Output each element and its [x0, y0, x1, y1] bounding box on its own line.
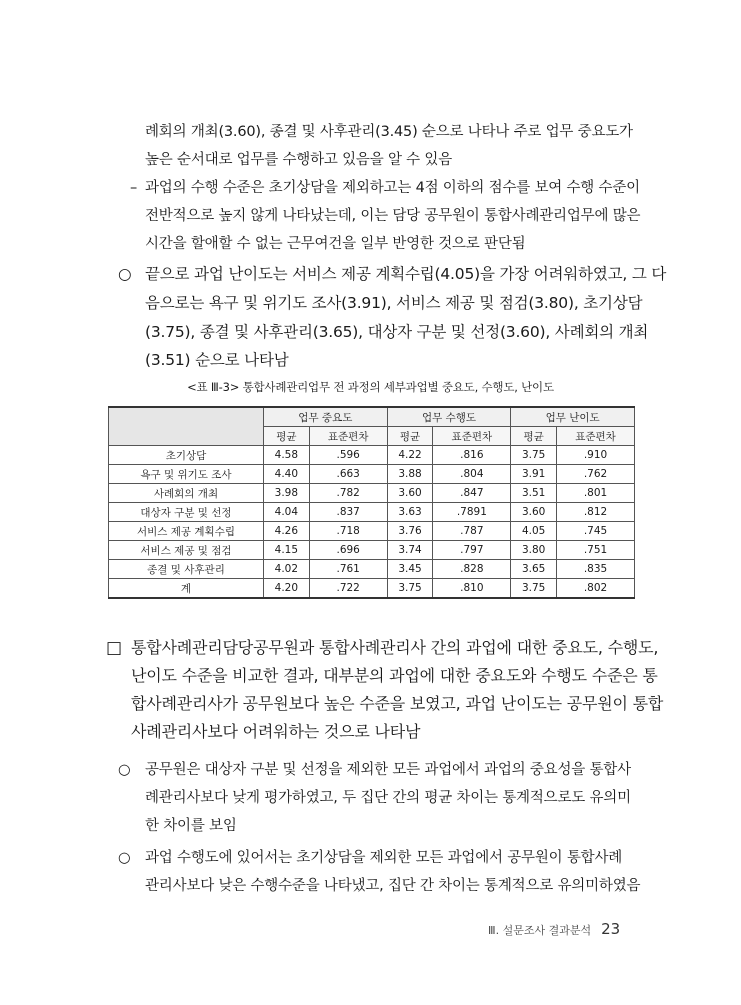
paragraph-line: 공무원은 대상자 구분 및 선정을 제외한 모든 과업에서 과업의 중요성을 통합사 — [145, 762, 631, 778]
table-cell: 3.76 — [387, 522, 433, 541]
table-row — [109, 560, 635, 579]
table-cell: 3.45 — [387, 560, 433, 579]
table-cell: .663 — [309, 465, 387, 484]
sub-header: 평균 — [511, 427, 557, 446]
table-cell: .835 — [557, 560, 635, 579]
paragraph-line: 전반적으로 높지 않게 나타났는데, 이는 담당 공무원이 통합사례관리업무에 많은 — [145, 208, 641, 224]
paragraph-line: 시간을 할애할 수 없는 근무여건을 일부 반영한 것으로 판단됨 — [145, 236, 526, 252]
table-cell: 3.65 — [511, 560, 557, 579]
table-cell: 3.80 — [511, 541, 557, 560]
footer-section: Ⅲ. 설문조사 결과분석 — [488, 924, 592, 937]
table-cell: .787 — [433, 522, 511, 541]
paragraph-line: (3.75), 종결 및 사후관리(3.65), 대상자 구분 및 선정(3.60), 사례회의 개최 — [145, 323, 649, 341]
table-caption: <표 Ⅲ-3> 통합사례관리업무 전 과정의 세부과업별 중요도, 수행도, 난이도 — [187, 380, 554, 394]
table-cell: .596 — [309, 446, 387, 465]
paragraph-line: 한 차이를 보임 — [145, 818, 237, 834]
table-cell: .810 — [433, 579, 511, 599]
table-cell: 4.26 — [264, 522, 310, 541]
row-label: 서비스 제공 계획수립 — [109, 522, 264, 541]
row-label: 계 — [109, 579, 264, 599]
paragraph-line: 과업 수행도에 있어서는 초기상담을 제외한 모든 과업에서 공무원이 통합사례 — [145, 850, 623, 866]
paragraph-line: 례관리사보다 낮게 평가하였고, 두 집단 간의 평균 차이는 통계적으로도 유의미 — [145, 790, 631, 806]
table-cell: 4.22 — [387, 446, 433, 465]
table-cell: .722 — [309, 579, 387, 599]
sub-header: 평균 — [387, 427, 433, 446]
table-row — [109, 522, 635, 541]
paragraph-line: 합사례관리사가 공무원보다 높은 수준을 보였고, 과업 난이도는 공무원이 통합 — [131, 694, 664, 713]
paragraph-line: 사례관리사보다 어려워하는 것으로 나타남 — [131, 722, 421, 741]
table-cell: .910 — [557, 446, 635, 465]
table-cell: 3.75 — [511, 579, 557, 599]
page-number: 23 — [601, 920, 621, 938]
paragraph-line: 관리사보다 낮은 수행수준을 나타냈고, 집단 간 차이는 통계적으로 유의미하였음 — [145, 878, 641, 894]
table-cell: .782 — [309, 484, 387, 503]
table-row — [109, 446, 635, 465]
table-cell: 3.98 — [264, 484, 310, 503]
table-cell: .761 — [309, 560, 387, 579]
group-header: 업무 중요도 — [264, 407, 388, 427]
table-cell: 3.51 — [511, 484, 557, 503]
paragraph-line: 끝으로 과업 난이도는 서비스 제공 계획수립(4.05)을 가장 어려워하였고, 그 다 — [145, 265, 667, 283]
dash-bullet: – — [130, 180, 138, 196]
table-cell: .745 — [557, 522, 635, 541]
table-row — [109, 503, 635, 522]
paragraph-line: 과업의 수행 수준은 초기상담을 제외하고는 4점 이하의 점수를 보여 수행 수준이 — [145, 180, 640, 196]
table-cell: .816 — [433, 446, 511, 465]
table-cell: .812 — [557, 503, 635, 522]
table-cell: 4.04 — [264, 503, 310, 522]
table-cell: .828 — [433, 560, 511, 579]
group-header: 업무 수행도 — [387, 407, 511, 427]
paragraph-line: (3.51) 순으로 나타남 — [145, 351, 289, 369]
table-cell: 3.60 — [387, 484, 433, 503]
sub-header: 표준편차 — [557, 427, 635, 446]
table-cell: .802 — [557, 579, 635, 599]
table-cell: .7891 — [433, 503, 511, 522]
table-cell: .801 — [557, 484, 635, 503]
table-row — [109, 484, 635, 503]
group-header: 업무 난이도 — [511, 407, 635, 427]
table-cell: .762 — [557, 465, 635, 484]
paragraph-line: 례회의 개최(3.60), 종결 및 사후관리(3.45) 순으로 나타나 주로 업무 중요도가 — [145, 124, 633, 140]
paragraph-line: 높은 순서대로 업무를 수행하고 있음을 알 수 있음 — [145, 152, 453, 168]
table-cell: 4.02 — [264, 560, 310, 579]
table-row — [109, 465, 635, 484]
table-cell: 4.40 — [264, 465, 310, 484]
square-bullet: □ — [106, 638, 123, 658]
sub-header: 표준편차 — [309, 427, 387, 446]
circle-bullet: ○ — [118, 265, 132, 283]
table-cell: 3.63 — [387, 503, 433, 522]
table-cell: 3.74 — [387, 541, 433, 560]
row-label: 종결 및 사후관리 — [109, 560, 264, 579]
row-label: 초기상담 — [109, 446, 264, 465]
table-corner — [109, 407, 264, 446]
table-cell: .837 — [309, 503, 387, 522]
circle-bullet: ○ — [118, 850, 131, 866]
table-cell: .847 — [433, 484, 511, 503]
row-label: 욕구 및 위기도 조사 — [109, 465, 264, 484]
circle-bullet: ○ — [118, 762, 131, 778]
paragraph-line: 난이도 수준을 비교한 결과, 대부분의 과업에 대한 중요도와 수행도 수준은 통 — [131, 666, 658, 685]
table-cell: 4.15 — [264, 541, 310, 560]
table-cell: 4.20 — [264, 579, 310, 599]
table-cell: 3.88 — [387, 465, 433, 484]
paragraph-line: 통합사례관리담당공무원과 통합사례관리사 간의 과업에 대한 중요도, 수행도, — [131, 638, 659, 657]
table-cell: 4.58 — [264, 446, 310, 465]
table-row — [109, 541, 635, 560]
table-row — [109, 579, 635, 599]
table-cell: .751 — [557, 541, 635, 560]
task-table — [108, 406, 635, 599]
table-cell: .718 — [309, 522, 387, 541]
table-cell: 4.05 — [511, 522, 557, 541]
table-cell: 3.91 — [511, 465, 557, 484]
page-footer — [488, 920, 620, 938]
table-cell: 3.60 — [511, 503, 557, 522]
row-label: 서비스 제공 및 점검 — [109, 541, 264, 560]
table-cell: 3.75 — [387, 579, 433, 599]
sub-header: 표준편차 — [433, 427, 511, 446]
sub-header: 평균 — [264, 427, 310, 446]
paragraph-line: 음으로는 욕구 및 위기도 조사(3.91), 서비스 제공 및 점검(3.80), 초기상담 — [145, 294, 643, 312]
table-cell: .804 — [433, 465, 511, 484]
table-cell: .696 — [309, 541, 387, 560]
table-cell: 3.75 — [511, 446, 557, 465]
row-label: 사례회의 개최 — [109, 484, 264, 503]
row-label: 대상자 구분 및 선정 — [109, 503, 264, 522]
table-cell: .797 — [433, 541, 511, 560]
